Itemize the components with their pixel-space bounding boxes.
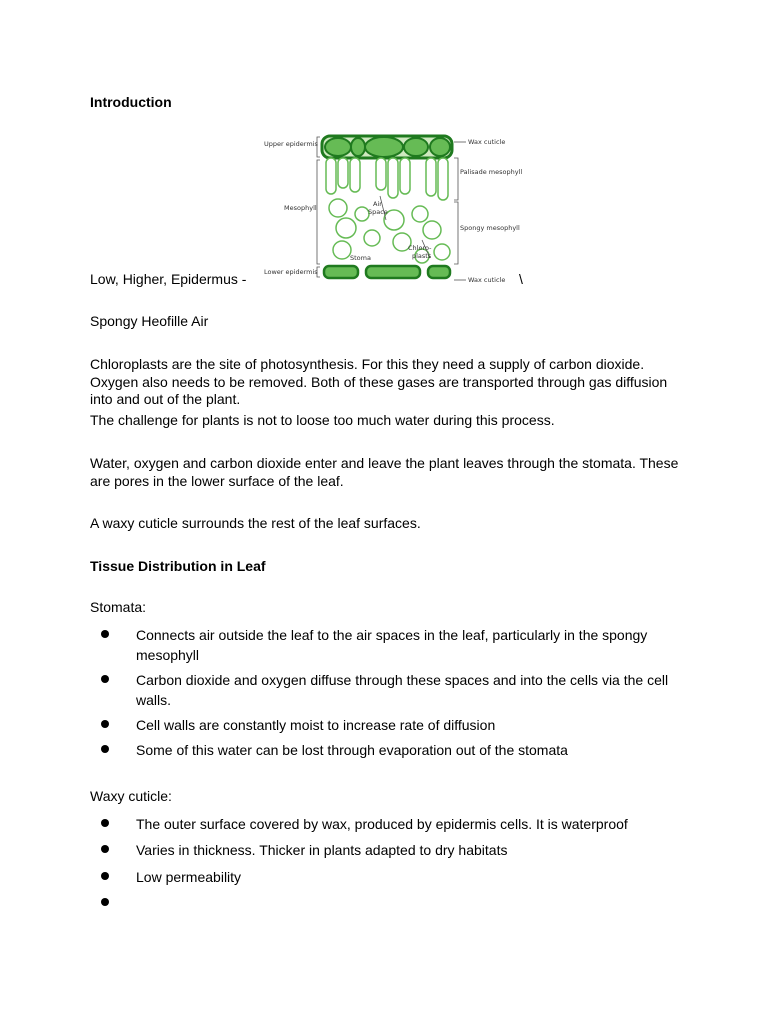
bullet-dot [101,720,109,728]
upper-epidermis-cells [322,136,452,158]
paragraph-stomata-entry: Water, oxygen and carbon dioxide enter and leave the plant leaves through the stomata. These are pores in the lower surface of the leaf. [90,455,679,489]
leaf-cross-section-diagram [262,130,522,290]
bullet-dot [101,675,109,683]
list-item: Connects air outside the leaf to the air spaces in the leaf, particularly in the spongy mesophyll [136,627,648,663]
label-wax-cuticle-bottom: Wax cuticle [468,276,506,284]
bullet-dot [101,872,109,880]
list-item: The outer surface covered by wax, produced by epidermis cells. It is waterproof [136,816,628,832]
label-upper-epidermis: Upper epidermis [264,140,318,148]
label-chloroplasts-1: Chloro- [408,244,432,252]
label-space: Space [368,208,388,216]
bullet-dot [101,745,109,753]
label-wax-cuticle-top: Wax cuticle [468,138,506,146]
list-item: Cell walls are constantly moist to increase rate of diffusion [136,717,496,733]
label-stoma: Stoma [350,254,371,262]
paragraph-waxy-cuticle: A waxy cuticle surrounds the rest of the leaf surfaces. [90,515,421,531]
list-item: Carbon dioxide and oxygen diffuse through these spaces and into the cells via the cell walls. [136,672,669,708]
label-lower-epidermis: Lower epidermis [264,268,318,276]
bullet-dot [101,630,109,638]
bullet-dot [101,898,109,906]
spongy-cells [329,199,450,263]
label-palisade: Palisade mesophyll [460,168,522,176]
label-spongy: Spongy mesophyll [460,224,520,232]
lower-epidermis-cells [324,266,450,278]
tissue-heading: Tissue Distribution in Leaf [90,558,266,574]
label-mesophyll: Mesophyll [284,204,317,212]
palisade-cells [326,158,448,200]
bullet-dot [101,845,109,853]
intro-heading: Introduction [90,94,172,110]
diagram-caption-line: Low, Higher, Epidermus - [90,271,247,287]
list-item: Varies in thickness. Thicker in plants adapted to dry habitats [136,842,508,858]
backslash-mark: \ [519,271,523,287]
label-chloroplasts-2: plasts [412,252,432,260]
list-item: Some of this water can be lost through evaporation out of the stomata [136,742,568,758]
spongy-line: Spongy Heofille Air [90,313,209,329]
list-item: Low permeability [136,869,242,885]
paragraph-challenge: The challenge for plants is not to loose too much water during this process. [90,412,555,428]
bullet-dot [101,819,109,827]
waxy-label: Waxy cuticle: [90,788,172,804]
paragraph-chloroplasts: Chloroplasts are the site of photosynthesis. For this they need a supply of carbon dioxide. Oxygen also needs to be removed. Both of these gases are transported through gas diffusion into and out of the plant. [90,356,668,407]
stomata-label: Stomata: [90,599,147,615]
label-air: Air [373,200,382,208]
